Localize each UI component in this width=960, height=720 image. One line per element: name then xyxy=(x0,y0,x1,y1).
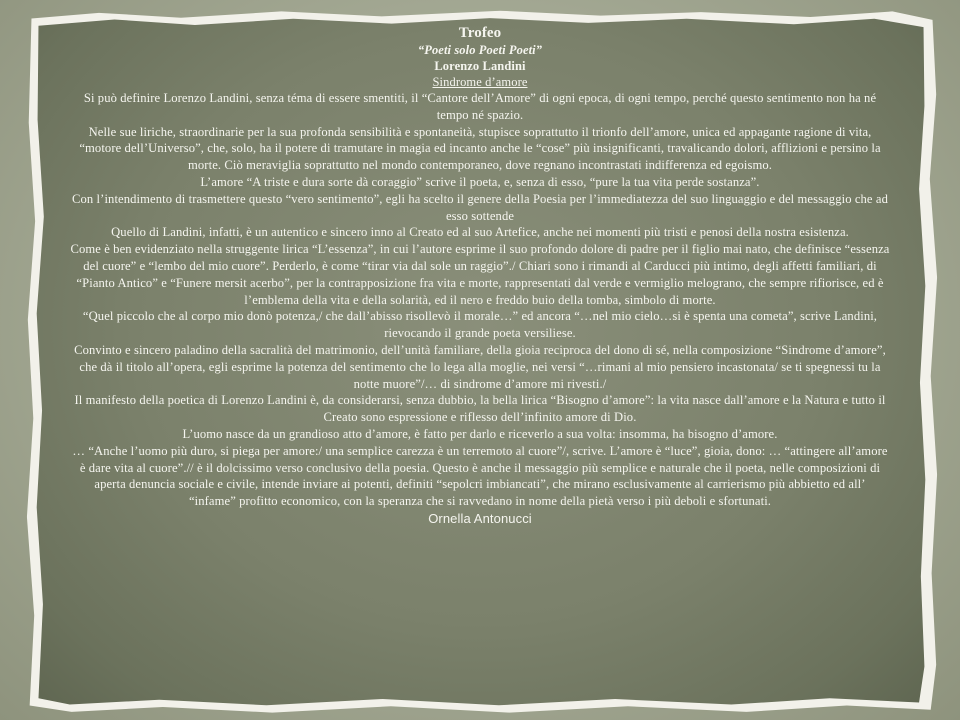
paragraph-1: Si può definire Lorenzo Landini, senza téma di essere smentiti, il “Cantore dell’Amore” di ogni epoca, di ogni tempo, perché questo sentimento non ha né tempo né spazio. xyxy=(83,91,877,122)
work-title: Sindrome d’amore xyxy=(432,75,528,89)
paragraph-10: L’uomo nasce da un grandioso atto d’amore, è fatto per darlo e riceverlo a sua volta: insomma, ha bisogno d’amore. xyxy=(182,426,778,441)
paragraph-7: “Quel piccolo che al corpo mio donò potenza,/ che dall’abisso risollevò il morale…” ed ancora “…nel mio cielo…si è spenta una cometa”, scrive Landini, rievocando il grande poeta versiliese. xyxy=(82,309,878,341)
paragraph-2: Nelle sue liriche, straordinarie per la sua profonda sensibilità e spontaneità, stupisce soprattutto il trionfo dell’amore, unica ed appagante ragione di vita, “motore dell’Universo”, che, solo, ha il potere di tramutare in magia ed incanto anche le “cose” più insignificanti, travalicando dolori, afflizioni e persino la morte. Ciò meraviglia soprattutto nel mondo contemporaneo, dove regnano incontrastati indifferenza ed egoismo. xyxy=(79,124,881,173)
signature: Ornella Antonucci xyxy=(428,510,532,526)
paragraph-4: Con l’intendimento di trasmettere questo “vero sentimento”, egli ha scelto il genere della Poesia per l’immediatezza del suo linguaggio e del messaggio che ad esso sottende xyxy=(72,191,888,223)
review-text-block xyxy=(70,24,890,527)
paragraph-6: Come è ben evidenziato nella struggente lirica “L’essenza”, in cui l’autore esprime il suo profondo dolore di padre per il figlio mai nato, che definisce “essenza del cuore” e “lembo del mio cuore”. Perderlo, è come “tirar via dal sole un raggio”./ Chiari sono i rimandi al Carducci più intimo, degli affetti familiari, di “Pianto Antico” e “Funere mersit acerbo”, per la contrapposizione fra vita e morte, rappresentati dal verde e vermiglio melograno, che sempre rifiorisce, ed è l’emblema della vita e della solarità, ed il nero e freddo buio della tomba, simbolo di morte. xyxy=(70,242,890,307)
paragraph-3: L’amore “A triste e dura sorte dà coraggio” scrive il poeta, e, senza di esso, “pure la tua vita perde sostanza”. xyxy=(200,174,760,189)
paragraph-5: Quello di Landini, infatti, è un autentico e sincero inno al Creato ed al suo Artefice, anche nei momenti più tristi e penosi della nostra esistenza. xyxy=(111,225,849,240)
paragraph-8: Convinto e sincero paladino della sacralità del matrimonio, dell’unità familiare, della gioia reciproca del dono di sé, nella composizione “Sindrome d’amore”, che dà il titolo all’opera, egli esprime la potenza del sentimento che lo lega alla moglie, nei versi “…rimani al mio pensiero incastonata/ se ti spegnessi tu la notte muore”/… di sindrome d’amore mi rivesti./ xyxy=(74,342,886,391)
award-name: “Poeti solo Poeti Poeti” xyxy=(417,43,543,57)
paragraph-11: … “Anche l’uomo più duro, si piega per amore:/ una semplice carezza è un terremoto al cuore”/, scrive. L’amore è “luce”, gioia, dono: … “attingere all’amore è dare vita al cuore”.// è il dolcissimo verso conclusivo della poesia. Questo è anche il messaggio più semplice e naturale che il poeta, nelle composizioni di aperta denuncia sociale e civile, intende inviare ai potenti, definiti “sepolcri imbiancati”, che mirano esclusivamente al carrierismo più abbietto ed all’ “infame” profitto economico, con la speranza che si ravvedano in nome della pietà verso i più deboli e sfortunati. xyxy=(72,443,888,509)
paragraph-9: Il manifesto della poetica di Lorenzo Landini è, da considerarsi, senza dubbio, la bella lirica “Bisogno d’amore”: la vita nasce dall’amore e la Natura e tutto il Creato sono espressione e riflesso dell’infinito amore di Dio. xyxy=(74,393,886,425)
author-name: Lorenzo Landini xyxy=(434,59,526,73)
page-title: Trofeo xyxy=(458,25,502,41)
